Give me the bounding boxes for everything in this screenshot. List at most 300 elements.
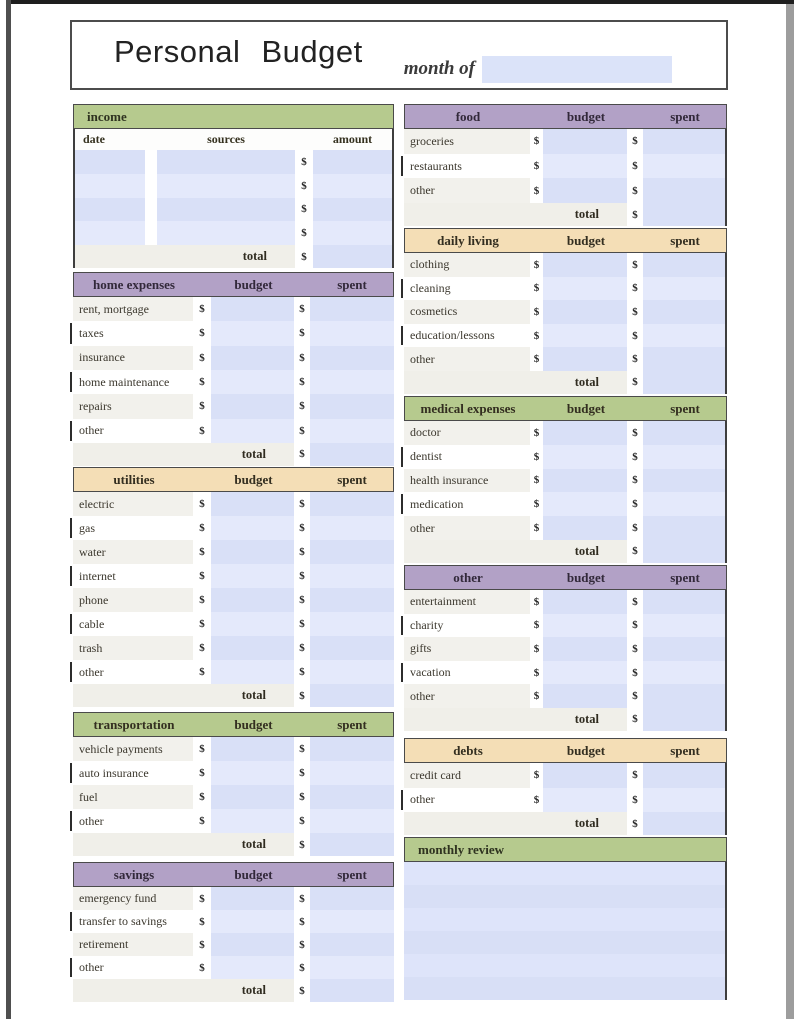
month-of-label: month of bbox=[403, 58, 475, 79]
budget-cell[interactable] bbox=[211, 887, 294, 910]
section-title: monthly review bbox=[418, 841, 505, 857]
currency-symbol: $ bbox=[299, 915, 305, 928]
currency-symbol: $ bbox=[299, 767, 305, 779]
table-row bbox=[73, 910, 394, 933]
spent-cell[interactable] bbox=[310, 516, 394, 540]
spent-cell[interactable] bbox=[310, 588, 394, 612]
table-row bbox=[73, 785, 394, 809]
column-header-date: date bbox=[83, 132, 105, 146]
currency-symbol: $ bbox=[533, 135, 540, 148]
total-row bbox=[73, 833, 394, 856]
currency-symbol: $ bbox=[632, 522, 638, 535]
section-body bbox=[73, 492, 394, 707]
currency-symbol: $ bbox=[301, 227, 307, 240]
row-label: health insurance bbox=[404, 469, 530, 493]
spent-cell[interactable] bbox=[643, 492, 725, 516]
viewer-edge-right bbox=[786, 4, 794, 1019]
currency-symbol: $ bbox=[632, 450, 638, 463]
table-row bbox=[404, 421, 725, 445]
currency-symbol: $ bbox=[299, 892, 305, 905]
currency-symbol: $ bbox=[299, 815, 305, 827]
currency-symbol: $ bbox=[299, 522, 305, 534]
row-label: other bbox=[404, 516, 530, 540]
notes-line[interactable] bbox=[404, 908, 725, 931]
budget-cell[interactable] bbox=[543, 763, 627, 788]
row-label: clothing bbox=[404, 253, 530, 277]
spent-cell[interactable] bbox=[310, 540, 394, 564]
spent-cell[interactable] bbox=[643, 154, 725, 179]
column-header-spent: spent bbox=[337, 716, 367, 732]
currency-symbol: $ bbox=[301, 250, 307, 263]
currency-symbol: $ bbox=[632, 258, 638, 271]
budget-cell[interactable] bbox=[211, 636, 294, 660]
sources-cell[interactable] bbox=[157, 174, 295, 198]
budget-cell[interactable] bbox=[211, 321, 294, 345]
budget-cell[interactable] bbox=[211, 809, 294, 833]
column-header-budget: budget bbox=[234, 866, 273, 882]
spent-cell[interactable] bbox=[643, 277, 725, 301]
total-label: total bbox=[404, 812, 627, 835]
budget-cell[interactable] bbox=[211, 761, 294, 785]
budget-cell[interactable] bbox=[211, 346, 294, 370]
total-label: total bbox=[75, 245, 295, 268]
spent-cell[interactable] bbox=[310, 346, 394, 370]
section-header bbox=[73, 272, 394, 297]
total-cell[interactable] bbox=[643, 812, 725, 835]
row-label: auto insurance bbox=[79, 765, 149, 780]
column-header-spent: spent bbox=[670, 400, 700, 416]
column-header-spent: spent bbox=[670, 742, 700, 758]
total-cell[interactable] bbox=[643, 203, 725, 226]
row-label: vacation bbox=[410, 665, 451, 680]
table-row bbox=[73, 297, 394, 321]
row-label: gifts bbox=[404, 637, 530, 661]
currency-symbol: $ bbox=[299, 984, 305, 997]
income-column-headers bbox=[75, 129, 392, 150]
currency-symbol: $ bbox=[199, 570, 205, 582]
column-header-spent: spent bbox=[670, 569, 700, 585]
spent-cell[interactable] bbox=[643, 324, 725, 348]
budget-cell[interactable] bbox=[543, 614, 627, 638]
currency-symbol: $ bbox=[632, 619, 638, 632]
section-body bbox=[404, 421, 727, 563]
spent-cell[interactable] bbox=[643, 469, 725, 493]
section-title: transportation bbox=[93, 716, 175, 732]
section-body bbox=[404, 590, 727, 731]
table-row bbox=[404, 277, 725, 301]
spent-cell[interactable] bbox=[643, 516, 725, 540]
total-cell[interactable] bbox=[643, 540, 725, 563]
column-header-budget: budget bbox=[234, 716, 273, 732]
row-label: other bbox=[79, 664, 104, 679]
budget-cell[interactable] bbox=[211, 370, 294, 394]
column-header-spent: spent bbox=[670, 108, 700, 124]
spent-cell[interactable] bbox=[643, 178, 725, 203]
spent-cell[interactable] bbox=[643, 421, 725, 445]
row-label: electric bbox=[73, 492, 193, 516]
spent-cell[interactable] bbox=[310, 887, 394, 910]
budget-cell[interactable] bbox=[211, 564, 294, 588]
table-row bbox=[73, 370, 394, 394]
section-body bbox=[73, 887, 394, 1002]
notes-line[interactable] bbox=[404, 931, 725, 954]
total-label: total bbox=[73, 833, 294, 856]
section-title: debts bbox=[453, 742, 483, 758]
section-header bbox=[404, 837, 727, 862]
row-label: other bbox=[404, 684, 530, 708]
total-cell[interactable] bbox=[643, 371, 725, 394]
spent-cell[interactable] bbox=[643, 445, 725, 469]
total-row bbox=[404, 203, 725, 226]
table-row bbox=[404, 684, 725, 708]
currency-symbol: $ bbox=[199, 791, 205, 803]
spent-cell[interactable] bbox=[310, 419, 394, 443]
currency-symbol: $ bbox=[533, 258, 540, 271]
budget-cell[interactable] bbox=[543, 300, 627, 324]
currency-symbol: $ bbox=[299, 791, 305, 803]
currency-symbol: $ bbox=[533, 426, 540, 439]
table-row bbox=[404, 788, 725, 813]
row-label: other bbox=[79, 423, 104, 438]
currency-symbol: $ bbox=[299, 303, 305, 316]
spent-cell[interactable] bbox=[310, 785, 394, 809]
total-cell[interactable] bbox=[310, 979, 394, 1002]
currency-symbol: $ bbox=[632, 208, 638, 221]
table-row bbox=[404, 469, 725, 493]
budget-cell[interactable] bbox=[543, 253, 627, 277]
currency-symbol: $ bbox=[199, 666, 205, 678]
currency-symbol: $ bbox=[199, 767, 205, 779]
column-header-budget: budget bbox=[566, 108, 606, 124]
section-debts bbox=[404, 738, 727, 835]
row-label: restaurants bbox=[410, 158, 462, 173]
column-header-budget: budget bbox=[566, 232, 606, 248]
month-input[interactable] bbox=[482, 56, 672, 83]
currency-symbol: $ bbox=[199, 642, 205, 654]
section-body bbox=[404, 862, 727, 1000]
budget-cell[interactable] bbox=[543, 590, 627, 614]
table-row bbox=[404, 347, 725, 371]
spent-cell[interactable] bbox=[310, 564, 394, 588]
spent-cell[interactable] bbox=[310, 492, 394, 516]
sources-cell[interactable] bbox=[157, 221, 295, 245]
currency-symbol: $ bbox=[199, 743, 205, 755]
currency-symbol: $ bbox=[199, 303, 205, 316]
currency-symbol: $ bbox=[632, 282, 638, 295]
sources-cell[interactable] bbox=[157, 198, 295, 222]
currency-symbol: $ bbox=[632, 713, 638, 726]
amount-cell[interactable] bbox=[313, 198, 392, 222]
budget-cell[interactable] bbox=[211, 394, 294, 418]
spent-cell[interactable] bbox=[643, 590, 725, 614]
section-daily-living bbox=[404, 228, 727, 394]
row-label: emergency fund bbox=[73, 887, 193, 910]
table-row bbox=[404, 763, 725, 788]
total-label: total bbox=[404, 708, 627, 731]
notes-line[interactable] bbox=[404, 862, 725, 885]
spent-cell[interactable] bbox=[310, 910, 394, 933]
currency-symbol: $ bbox=[632, 545, 638, 558]
currency-symbol: $ bbox=[632, 160, 638, 172]
table-row bbox=[73, 419, 394, 443]
spent-cell[interactable] bbox=[643, 637, 725, 661]
currency-symbol: $ bbox=[299, 642, 305, 654]
section-title: income bbox=[87, 108, 127, 124]
income-row bbox=[75, 150, 392, 174]
date-cell[interactable] bbox=[75, 174, 145, 198]
spent-cell[interactable] bbox=[643, 253, 725, 277]
section-header bbox=[404, 738, 727, 763]
budget-cell[interactable] bbox=[211, 516, 294, 540]
currency-symbol: $ bbox=[533, 184, 540, 197]
budget-cell[interactable] bbox=[543, 421, 627, 445]
row-label: cable bbox=[79, 616, 105, 631]
currency-symbol: $ bbox=[533, 353, 540, 366]
column-header-spent: spent bbox=[337, 866, 367, 882]
row-label: other bbox=[79, 813, 104, 828]
spent-cell[interactable] bbox=[643, 347, 725, 371]
spent-cell[interactable] bbox=[643, 129, 725, 154]
row-label: cleaning bbox=[410, 280, 451, 295]
spent-cell[interactable] bbox=[310, 933, 394, 956]
spent-cell[interactable] bbox=[310, 636, 394, 660]
table-row bbox=[73, 394, 394, 418]
column-header-sources: sources bbox=[207, 132, 245, 146]
budget-cell[interactable] bbox=[211, 588, 294, 612]
table-row bbox=[404, 516, 725, 540]
budget-cell[interactable] bbox=[543, 347, 627, 371]
notes-line[interactable] bbox=[404, 977, 725, 1000]
currency-symbol: $ bbox=[632, 184, 638, 197]
currency-symbol: $ bbox=[632, 595, 638, 608]
table-row bbox=[404, 154, 725, 179]
budget-cell[interactable] bbox=[543, 492, 627, 516]
total-cell[interactable] bbox=[310, 833, 394, 856]
budget-cell[interactable] bbox=[543, 154, 627, 179]
row-label: doctor bbox=[404, 421, 530, 445]
row-label: groceries bbox=[404, 129, 530, 154]
section-medical-expenses bbox=[404, 396, 727, 563]
spent-cell[interactable] bbox=[643, 661, 725, 685]
title-box bbox=[70, 20, 728, 90]
budget-cell[interactable] bbox=[543, 637, 627, 661]
row-label: other bbox=[410, 792, 435, 807]
budget-cell[interactable] bbox=[211, 737, 294, 761]
total-row bbox=[404, 371, 725, 394]
sources-cell[interactable] bbox=[157, 150, 295, 174]
budget-cell[interactable] bbox=[543, 684, 627, 708]
row-label: taxes bbox=[79, 325, 104, 340]
currency-symbol: $ bbox=[632, 353, 638, 366]
notes-line[interactable] bbox=[404, 885, 725, 908]
row-label: insurance bbox=[73, 346, 193, 370]
spent-cell[interactable] bbox=[310, 612, 394, 636]
spent-cell[interactable] bbox=[643, 684, 725, 708]
section-title: other bbox=[453, 569, 483, 585]
budget-cell[interactable] bbox=[211, 492, 294, 516]
month-of-group bbox=[404, 56, 672, 83]
table-row bbox=[404, 253, 725, 277]
currency-symbol: $ bbox=[299, 570, 305, 582]
total-cell[interactable] bbox=[313, 245, 392, 268]
total-cell[interactable] bbox=[643, 708, 725, 731]
row-label: other bbox=[404, 178, 530, 203]
budget-cell[interactable] bbox=[211, 910, 294, 933]
spent-cell[interactable] bbox=[310, 297, 394, 321]
budget-cell[interactable] bbox=[211, 612, 294, 636]
table-row bbox=[404, 590, 725, 614]
currency-symbol: $ bbox=[533, 619, 540, 632]
currency-symbol: $ bbox=[632, 666, 638, 679]
budget-cell[interactable] bbox=[211, 297, 294, 321]
budget-cell[interactable] bbox=[543, 516, 627, 540]
currency-symbol: $ bbox=[199, 892, 205, 905]
table-row bbox=[404, 129, 725, 154]
currency-symbol: $ bbox=[199, 424, 205, 437]
budget-cell[interactable] bbox=[211, 419, 294, 443]
row-label: gas bbox=[79, 520, 95, 535]
table-row bbox=[73, 588, 394, 612]
spent-cell[interactable] bbox=[310, 660, 394, 684]
table-row bbox=[73, 887, 394, 910]
budget-cell[interactable] bbox=[543, 788, 627, 813]
spent-cell[interactable] bbox=[310, 956, 394, 979]
table-row bbox=[73, 540, 394, 564]
row-label: dentist bbox=[410, 449, 442, 464]
row-label: credit card bbox=[404, 763, 530, 788]
budget-cell[interactable] bbox=[543, 129, 627, 154]
currency-symbol: $ bbox=[533, 474, 540, 487]
section-header bbox=[73, 104, 394, 129]
column-header-amount: amount bbox=[332, 132, 373, 146]
row-label: repairs bbox=[73, 394, 193, 418]
budget-cell[interactable] bbox=[211, 785, 294, 809]
table-row bbox=[73, 321, 394, 345]
row-label: trash bbox=[73, 636, 193, 660]
budget-cell[interactable] bbox=[211, 660, 294, 684]
section-title: savings bbox=[113, 866, 155, 882]
date-cell[interactable] bbox=[75, 221, 145, 245]
spent-cell[interactable] bbox=[310, 394, 394, 418]
budget-cell[interactable] bbox=[211, 933, 294, 956]
row-label: other bbox=[404, 347, 530, 371]
budget-cell[interactable] bbox=[543, 445, 627, 469]
currency-symbol: $ bbox=[299, 961, 305, 974]
table-row bbox=[404, 445, 725, 469]
spent-cell[interactable] bbox=[310, 809, 394, 833]
currency-symbol: $ bbox=[533, 450, 540, 463]
currency-symbol: $ bbox=[533, 522, 540, 535]
amount-cell[interactable] bbox=[313, 174, 392, 198]
section-body bbox=[73, 297, 394, 466]
section-home-expenses bbox=[73, 272, 394, 466]
viewer-edge-left bbox=[6, 0, 11, 1019]
section-savings bbox=[73, 862, 394, 1002]
table-row bbox=[73, 492, 394, 516]
row-label: education/lessons bbox=[410, 328, 495, 343]
spent-cell[interactable] bbox=[310, 370, 394, 394]
notes-line[interactable] bbox=[404, 954, 725, 977]
currency-symbol: $ bbox=[199, 938, 205, 951]
currency-symbol: $ bbox=[533, 642, 540, 655]
row-label: internet bbox=[79, 568, 116, 583]
amount-cell[interactable] bbox=[313, 150, 392, 174]
table-row bbox=[73, 933, 394, 956]
currency-symbol: $ bbox=[632, 690, 638, 703]
currency-symbol: $ bbox=[299, 938, 305, 951]
currency-symbol: $ bbox=[299, 400, 305, 413]
spent-cell[interactable] bbox=[643, 788, 725, 813]
table-row bbox=[73, 346, 394, 370]
spent-cell[interactable] bbox=[310, 761, 394, 785]
spent-cell[interactable] bbox=[310, 737, 394, 761]
total-row bbox=[75, 245, 392, 268]
currency-symbol: $ bbox=[199, 815, 205, 827]
budget-cell[interactable] bbox=[211, 540, 294, 564]
budget-cell[interactable] bbox=[211, 956, 294, 979]
currency-symbol: $ bbox=[533, 793, 540, 806]
row-label: entertainment bbox=[404, 590, 530, 614]
budget-cell[interactable] bbox=[543, 178, 627, 203]
section-title: home expenses bbox=[93, 276, 175, 292]
spent-cell[interactable] bbox=[310, 321, 394, 345]
date-cell[interactable] bbox=[75, 150, 145, 174]
currency-symbol: $ bbox=[301, 203, 307, 216]
table-row bbox=[404, 178, 725, 203]
total-row bbox=[73, 443, 394, 466]
budget-cell[interactable] bbox=[543, 324, 627, 348]
spent-cell[interactable] bbox=[643, 300, 725, 324]
section-body bbox=[73, 129, 394, 268]
budget-cell[interactable] bbox=[543, 469, 627, 493]
currency-symbol: $ bbox=[299, 594, 305, 606]
column-header-budget: budget bbox=[566, 400, 606, 416]
spent-cell[interactable] bbox=[643, 763, 725, 788]
currency-symbol: $ bbox=[533, 690, 540, 703]
currency-symbol: $ bbox=[199, 522, 205, 534]
column-header-spent: spent bbox=[337, 276, 367, 292]
currency-symbol: $ bbox=[299, 424, 305, 437]
row-label: medication bbox=[410, 496, 464, 511]
total-row bbox=[73, 979, 394, 1002]
table-row bbox=[73, 761, 394, 785]
table-row bbox=[73, 956, 394, 979]
budget-cell[interactable] bbox=[543, 277, 627, 301]
income-row bbox=[75, 174, 392, 198]
date-cell[interactable] bbox=[75, 198, 145, 222]
currency-symbol: $ bbox=[632, 474, 638, 487]
total-cell[interactable] bbox=[310, 684, 394, 707]
amount-cell[interactable] bbox=[313, 221, 392, 245]
section-header bbox=[404, 565, 727, 590]
currency-symbol: $ bbox=[533, 329, 540, 342]
budget-cell[interactable] bbox=[543, 661, 627, 685]
section-monthly-review bbox=[404, 837, 727, 1000]
viewer-edge-top bbox=[8, 0, 794, 4]
currency-symbol: $ bbox=[632, 426, 638, 439]
total-label: total bbox=[73, 443, 294, 466]
spent-cell[interactable] bbox=[643, 614, 725, 638]
section-header bbox=[404, 228, 727, 253]
currency-symbol: $ bbox=[632, 498, 638, 511]
currency-symbol: $ bbox=[299, 448, 305, 461]
currency-symbol: $ bbox=[632, 769, 638, 782]
currency-symbol: $ bbox=[299, 618, 305, 630]
total-label: total bbox=[404, 540, 627, 563]
section-body bbox=[404, 253, 727, 394]
column-header-budget: budget bbox=[234, 276, 273, 292]
total-cell[interactable] bbox=[310, 443, 394, 466]
